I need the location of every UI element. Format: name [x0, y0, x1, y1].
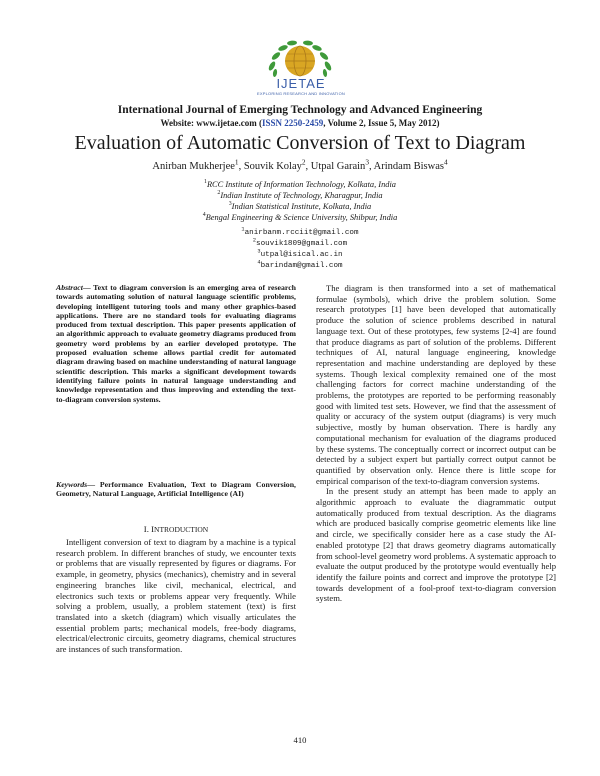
- author-email[interactable]: [0, 248, 600, 259]
- section-initial: I: [151, 524, 155, 534]
- abstract-text: — Text to diagram conversion is an emerging area of research towards automating solution of natural language scientific problems, developing intelligent tutoring tools and many other graphics-based applications. There are no standard tools for evaluating diagrams produced from textual description. This paper presents application of an algorithmic approach to evaluate geometry diagrams produced from geometry word problems by an earlier developed prototype. The proposed evaluation scheme allows partial credit for automated diagram drawing based on machine understanding of natural language scientific description. This marks a significant development towards identifying failure points in natural language understanding and knowledge representation and thus improving and extending the text-to-diagram conversion systems.: [56, 283, 296, 404]
- email-text: anirbanm.rcciit@gmail.com: [244, 229, 359, 237]
- author-separator: ,: [368, 161, 374, 172]
- affiliation: [0, 202, 600, 211]
- author-separator: ,: [305, 161, 311, 172]
- journal-website: [0, 118, 600, 128]
- email-sup: 1: [241, 226, 245, 233]
- website-suffix: , Volume 2, Issue 5, May 2012): [323, 118, 440, 128]
- abstract: [56, 283, 296, 404]
- logo-tagline: EXPLORING RESEARCH AND INNOVATION: [256, 91, 346, 96]
- author-name: Utpal Garain: [310, 161, 366, 172]
- affiliation: [0, 213, 600, 222]
- affiliation-text: Indian Institute of Technology, Kharagpur, India: [220, 191, 383, 200]
- affiliation-sup: 1: [204, 179, 207, 186]
- affiliation: [0, 180, 600, 189]
- affiliation-text: RCC Institute of Information Technology, Kolkata, India: [206, 180, 396, 189]
- issn-link[interactable]: ISSN 2250-2459: [261, 118, 324, 128]
- paragraph: Intelligent conversion of text to diagram by a machine is a typical research problem. In different branches of study, we encounter texts or problems that are visually represented by figures or diagrams. For example, in geometry, physics (mechanics), chemistry and in several engineering branches like civil, mechanical, electrical, and electronics such texts or problems appear very frequently. While solving a problem, usually, a problem statement (text) is first translated into a sketch (diagram) which visually articulates the essential problem parts; mechanical models, free-body diagrams, electrical/electronic circuits, geometry diagrams, chemical structures are instances of such transformation.: [56, 537, 296, 655]
- author-email[interactable]: [0, 237, 600, 248]
- author-sup: 4: [443, 157, 448, 167]
- paragraph: In the present study an attempt has been made to apply an algorithmic approach to evaluate the diagrammatic output automatically produced from textual description. As the diagrams which are produced basically comprise geometric elements like line and circle, we specifically consider here as a case study the AI-enabled prototype [2] that draws geometry diagrams automatically from school-level geometry word problems. A systematic approach to evaluate the output produced by the prototype would eventually help identify the failure points and correct and improve the prototype [2] towards development of a fool-proof text-to-diagram conversion system.: [316, 486, 556, 604]
- keywords-text: — Performance Evaluation, Text to Diagram Conversion, Geometry, Natural Language, Artificial Intelligence (AI): [56, 480, 296, 499]
- section-numeral: I.: [143, 524, 152, 534]
- affiliation: [0, 191, 600, 200]
- logo-wordmark: IJETAE: [276, 76, 326, 91]
- section-heading-introduction: [56, 524, 296, 534]
- right-column-body: [316, 283, 556, 604]
- affiliation-sup: 3: [228, 201, 232, 208]
- affiliation-text: Indian Statistical Institute, Kolkata, India: [231, 202, 372, 211]
- author-email[interactable]: [0, 226, 600, 237]
- email-text: utpal@isical.ac.in: [260, 251, 343, 259]
- email-text: souvik1809@gmail.com: [256, 240, 348, 248]
- author-sup: 1: [234, 157, 239, 167]
- author-list: [0, 157, 600, 172]
- author-name: Arindam Biswas: [373, 161, 444, 172]
- email-sup: 3: [257, 248, 261, 255]
- affiliation-text: Bengal Engineering & Science University, Shibpur, India: [205, 213, 398, 222]
- affiliation-sup: 2: [217, 190, 221, 197]
- keywords: [56, 480, 296, 499]
- email-text: barindam@gmail.com: [260, 262, 343, 270]
- author-sup: 3: [365, 157, 369, 167]
- paper-title: Evaluation of Automatic Conversion of Text to Diagram: [74, 132, 526, 154]
- email-sup: 4: [257, 259, 261, 266]
- introduction-body: [56, 537, 296, 655]
- page-number: 410: [293, 735, 307, 745]
- author-name: Anirban Mukherjee: [152, 161, 235, 172]
- author-name: Souvik Kolay: [243, 161, 302, 172]
- abstract-lead: Abstract: [56, 283, 83, 292]
- author-separator: ,: [238, 161, 244, 172]
- email-sup: 2: [252, 237, 257, 244]
- website-prefix: Website: www.ijetae.com (: [160, 118, 262, 128]
- author-sup: 2: [301, 157, 306, 167]
- globe-icon: [285, 46, 315, 76]
- journal-name: International Journal of Emerging Technology and Advanced Engineering: [117, 104, 483, 116]
- paragraph: The diagram is then transformed into a set of mathematical formulae (symbols), which drive the problem solution. Some research prototypes [1] have been developed that automatically produce the solution of science problems described in natural language text. Out of these prototypes, few systems [2-4] are found that produce diagrams as part of solution of the problems. Different techniques of AI, natural language engineering, knowledge representation and machine understanding are deployed by these systems. Though lexical complexity remained one of the most challenging factors for correct machine understanding of the problems, the prototypes are reported to be performing reasonably good with limited test sets. However, we find that the assessment of quality or accuracy of the system output (diagrams) is very much subjective, mostly by human observation. There is hardly any computational mechanism for evaluation of the diagrams produced by these systems. The conceptually correct or incorrect output can be detected by a subject expert but partially correct output cannot be quantified by observation only. Hence there is little scope for empirical comparison of the text-to-diagram conversion systems.: [316, 283, 556, 486]
- author-email[interactable]: [0, 259, 600, 270]
- keywords-lead: Keywords: [56, 480, 88, 489]
- affiliation-sup: 4: [202, 212, 206, 219]
- section-title-rest: NTRODUCTION: [154, 525, 209, 534]
